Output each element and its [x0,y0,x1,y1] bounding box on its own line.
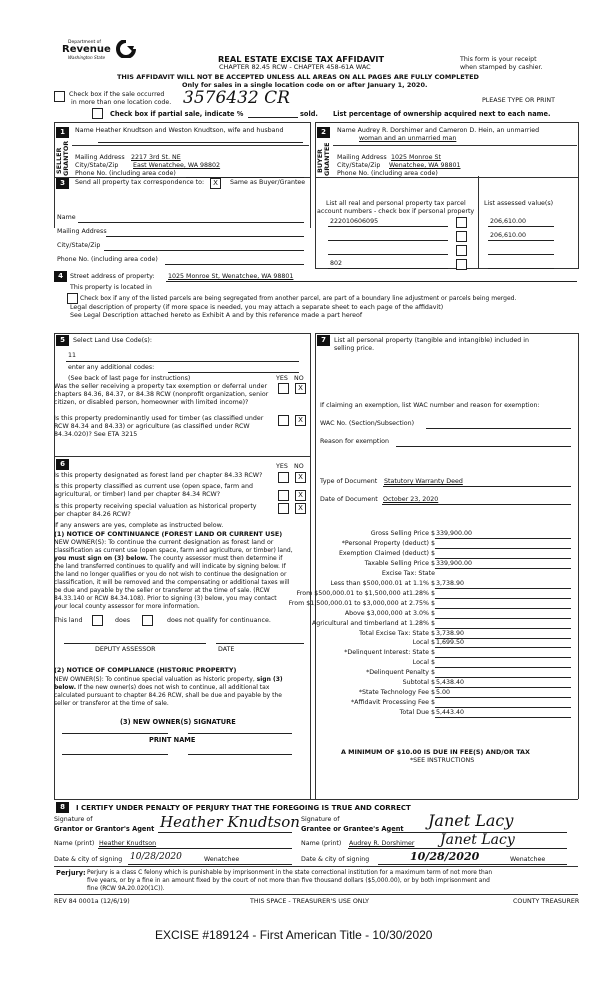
perjury-line-3: fine (RCW 9A.20.020(1C)). [87,886,165,892]
parcel-number[interactable]: 802 [330,260,343,267]
s3-phone-field[interactable] [165,264,304,265]
land-use-code[interactable]: 11 [68,352,77,359]
print-name-line-2[interactable] [188,754,292,755]
doc-type-value[interactable]: Statutory Warranty Deed [384,478,463,485]
assessed-value-line [488,254,554,255]
tax-line-field [435,677,571,678]
buyer-name-label [337,127,539,135]
tax-line-label: Above $3,000,000 at 3.0% $ [344,610,435,617]
partial-sale-percent-field[interactable] [248,117,298,118]
tax-line-label: Subtotal $ [402,679,435,686]
receipt-note-2: when stamped by cashier. [460,64,543,71]
tax-line-label: From $500,000.01 to $1,500,000 at1.28% $ [296,590,435,597]
logo-state: Washington State [68,55,106,60]
assessed-value-line [488,268,554,269]
s3-phone-label: Phone No. (including area code) [57,256,158,263]
s3-name-label: Name [57,214,76,221]
grantee-sig-label-2: Grantee or Grantee's Agent [301,825,404,833]
s6-q2-line1: Is this property classified as current use (open space, farm and [54,483,253,490]
grantor-city-value[interactable]: Wenatchee [204,856,240,863]
personal-property-checkbox[interactable] [456,245,467,256]
parcel-number-line [328,226,448,227]
county-treasurer: COUNTY TREASURER [513,898,580,905]
s3-city-label: City/State/Zip [57,242,101,249]
same-as-buyer-label: Same as Buyer/Grantee [230,179,306,186]
s5-q1-line3: citizen, or disabled person, homeowner with limited income)? [54,399,249,406]
grantor-date-label: Date & city of signing [54,856,123,863]
tax-line-field [435,598,571,599]
s5-q1-line1: Was the seller receiving a property tax exemption or deferral under [54,383,268,390]
form-chapter: CHAPTER 82.45 RCW - CHAPTER 458-61A WAC [219,63,371,71]
seller-city-value[interactable]: East Wenatchee, WA 98802 [133,162,221,169]
s6-q1: Is this property designated as forest land per chapter 84.33 RCW? [54,472,263,479]
grantee-name-signature: Janet Lacy [440,832,515,848]
certify-statement: I CERTIFY UNDER PENALTY OF PERJURY THAT THE FOREGOING IS TRUE AND CORRECT [76,804,411,812]
s6-q3-line2: per chapter 84.26 RCW? [54,511,131,518]
seller-grantor-label: SELLER GRANTOR [55,140,70,176]
assessed-value-line [488,240,554,241]
personal-property-checkbox[interactable] [456,231,467,242]
doc-type-line [383,486,571,487]
s6-if-yes: If any answers are yes, complete as instructed below. [54,522,224,529]
additional-codes-label: enter any additional codes: [68,364,155,371]
grantee-date-label: Date & city of signing [301,856,370,863]
s6-q2-yes-checkbox[interactable] [278,490,289,501]
notice2-line1-bold: sign (3) [256,676,283,683]
notice1-line1: NEW OWNER(S): To continue the current designation as forest land or [54,539,274,546]
section-7-number: 7 [317,335,330,346]
s6-q1-no-checkbox[interactable]: X [295,472,306,483]
tax-line-value[interactable]: 3,738.90 [436,630,465,637]
tax-line-label: Total Due $ [399,709,435,716]
section-4-number: 4 [54,271,67,282]
see-instructions: *SEE INSTRUCTIONS [410,757,475,764]
logo-dept: Department of [68,40,101,45]
s6-q2-line2: agricultural, or timber) land per chapter 84.34 RCW? [54,491,221,498]
minimum-due-note: A MINIMUM OF $10.00 IS DUE IN FEE(S) AND/OR TAX [341,748,530,756]
tax-line-label: Gross Selling Price $ [370,530,435,537]
tax-line-value[interactable]: 339,900.00 [436,530,473,537]
sold-label: sold. [300,110,318,118]
section-6-number: 6 [56,459,69,470]
form-title: REAL ESTATE EXCISE TAX AFFIDAVIT [218,54,385,64]
tax-line-field [435,697,571,698]
tax-line-label: Exemption Claimed (deduct) $ [338,550,435,557]
buyer-mailing-label: Mailing Address [337,154,387,161]
s5-q2-line1: Is this property predominantly used for timber (as classified under [54,415,264,422]
assessor-date-label: DATE [218,646,235,653]
multi-location-checkbox[interactable] [54,91,65,102]
doc-date-line [382,504,571,505]
s3-name-field[interactable] [78,222,304,223]
perjury-box-border [54,866,578,867]
buyer-name-value[interactable]: Audrey R. Dorshimer and Cameron D. Hein, an unmarried [357,127,540,134]
land-use-label: Select Land Use Code(s): [73,337,152,344]
land-does-not-checkbox[interactable] [142,615,153,626]
tax-line-field [435,588,571,589]
assessed-value[interactable]: 206,610.00 [490,218,527,225]
s6-yes-header: YES [276,463,288,470]
logo-revenue: Revenue [62,44,111,55]
tax-line-value[interactable]: 5.00 [436,689,451,696]
notice-continuance-title: (1) NOTICE OF CONTINUANCE (FOREST LAND OR CURRENT USE) [54,530,283,538]
notice1-line4: the land transferred continues to qualify and will indicate by signing below. If [54,563,286,570]
section-8-number: 8 [56,802,69,813]
multi-location-label-2: in more than one location code. [71,99,172,106]
s5-q2-line3: 84.34.020)? See ETA 3215 [54,431,138,438]
section-3-number: 3 [56,178,69,189]
exemption-label: If claiming an exemption, list WAC number and reason for exemption: [320,402,540,409]
grantee-name-label: Name (print) [301,840,342,847]
grantee-signature[interactable]: Janet Lacy [428,811,514,830]
s5-q1-no-checkbox[interactable]: X [295,383,306,394]
tax-line-value[interactable]: 339,900.00 [436,560,473,567]
notice-compliance-title: (2) NOTICE OF COMPLIANCE (HISTORIC PROPERTY) [54,666,237,674]
buyer-city-value[interactable]: Wenatchee, WA 98801 [389,162,461,169]
this-land-label: This land [54,617,83,624]
partial-sale-checkbox[interactable] [92,108,103,119]
tax-line-field [435,628,571,629]
tax-line-label: Local $ [412,639,435,646]
excise-stamp: EXCISE #189124 - First American Title - 10/30/2020 [155,928,433,942]
personal-property-checkbox[interactable] [456,259,467,270]
seller-mailing-address[interactable]: 2217 3rd St. NE [131,154,181,161]
see-back-note: (See back of last page for instructions) [68,375,191,382]
s5-q1-yes-checkbox[interactable] [278,383,289,394]
tax-line-label: Taxable Selling Price $ [364,560,435,567]
parcel-number-line [328,240,448,241]
form-revision: REV 84 0001a (12/6/19) [54,898,130,905]
s6-q1-yes-checkbox[interactable] [278,472,289,483]
seller-name-line-2 [98,142,303,143]
reason-field[interactable] [396,446,571,447]
tax-line-field [435,558,571,559]
seller-name-label-text: Name [75,127,94,134]
tax-line-field [435,707,571,708]
notice1-line7: be due and payable by the seller or transferor at the time of sale. (RCW [54,587,270,594]
s6-q3-yes-checkbox[interactable] [278,503,289,514]
land-does-checkbox[interactable] [92,615,103,626]
grantor-sig-label-1: Signature of [54,816,93,823]
notice2-line4: seller or transferor at the time of sale. [54,700,169,707]
additional-codes-field[interactable] [168,372,299,373]
assessed-value[interactable]: 206,610.00 [490,232,527,239]
does-label: does [115,617,131,624]
please-type: PLEASE TYPE OR PRINT [482,97,555,104]
same-as-buyer-checkbox[interactable]: X [210,178,221,189]
notice2-line3: calculated pursuant to chapter 84.26 RCW, shall be due and payable by the [54,692,282,699]
tax-line-label: Total Excise Tax: State $ [359,630,435,637]
land-use-line [66,361,299,362]
notice1-line6: classification, it will be removed and the compensating or additional taxes will [54,579,290,586]
treasurer-space: THIS SPACE - TREASURER'S USE ONLY [250,898,370,905]
seller-divider [72,145,309,146]
tax-line-label: Excise Tax: State [381,570,435,577]
deputy-assessor-line[interactable] [64,643,206,644]
parcel-header-2: account numbers - check box if personal property [317,208,475,215]
tax-line-field [435,568,571,569]
footer-border [54,894,578,895]
grantor-name-line [98,848,292,849]
grantor-name-value[interactable]: Heather Knudtson [99,840,157,847]
deputy-assessor-label: DEPUTY ASSESSOR [95,646,156,653]
buyer-name-value-line2[interactable]: woman and an unmarried man [359,135,457,142]
tax-line-label: Agricultural and timberland at 1.28% $ [311,620,435,627]
notice2-line2-bold: below. [54,684,76,691]
notice2-line1 [54,676,283,684]
doc-date-value[interactable]: October 23, 2020 [383,496,439,503]
receipt-note-1: This form is your receipt [460,56,537,63]
new-owner-signature-line-1[interactable] [62,733,168,734]
tax-line-label: Local $ [412,659,435,666]
print-name-line-1[interactable] [62,754,168,755]
grantee-date-line [378,864,567,865]
personal-property-label-2: selling price. [334,345,375,352]
location-code-handwritten: 3576432 CR [183,88,290,108]
tax-line-value[interactable]: 3,738.90 [436,580,465,587]
assessed-header: List assessed value(s) [484,200,554,207]
grantor-signature[interactable]: Heather Knudtson [160,813,300,831]
assessor-date-line[interactable] [216,643,304,644]
tax-line-field [435,687,571,688]
section-2-number: 2 [317,127,330,138]
s5-no-header: NO [294,375,304,382]
notice2-line1-text: NEW OWNER(S): To continue special valuation as historic property, [54,676,255,683]
seller-mailing-label: Mailing Address [75,154,125,161]
s6-q2-no-checkbox[interactable]: X [295,490,306,501]
tax-line-field [435,657,571,658]
legal-description-label: Legal description of property (if more space is needed, you may attach a separate sheet to each page of the affidavit) [70,304,444,311]
seller-name-value[interactable]: Heather Knudtson and Weston Knudtson, wife and husband [95,127,284,134]
section-6-divider [54,456,310,457]
section-8-top-border [54,799,578,800]
buyer-name-label-text: Name [337,127,356,134]
grantor-name-label: Name (print) [54,840,95,847]
tax-line-field [435,608,571,609]
new-owner-signature-title: (3) NEW OWNER(S) SIGNATURE [120,718,236,726]
grantee-date-value[interactable]: 10/28/2020 [410,850,480,863]
perjury-line-1: Perjury is a class C felony which is punishable by imprisonment in the state correctional institution for a maximum term of not more than [87,870,493,876]
s6-q3-no-checkbox[interactable]: X [295,503,306,514]
parcel-divider [478,176,479,268]
notice1-line9: your local county assessor for more information. [54,603,200,610]
assessed-value-line [488,226,554,227]
notice1-line5: the land no longer qualifies or you do not wish to continue the designation or [54,571,287,578]
notice1-line3-bold: you must sign on (3) below. [54,555,148,562]
segregated-checkbox[interactable] [67,293,78,304]
tax-line-label: *Delinquent Penalty $ [366,669,435,676]
tax-line-field [435,667,571,668]
s6-q3-line1: Is this property receiving special valuation as historical property [54,503,257,510]
tax-line-label: *Delinquent Interest: State $ [344,649,435,656]
parcel-header-1: List all real and personal property tax parcel [326,200,466,207]
seller-city-label: City/State/Zip [75,162,119,169]
buyer-city-label: City/State/Zip [337,162,381,169]
notice2-line2-rest: If the new owner(s) does not wish to continue, all additional tax [75,684,270,691]
dor-swirl-icon [116,40,136,58]
partial-sale-label: Check box if partial sale, indicate % [110,110,244,118]
wac-label: WAC No. (Section/Subsection) [320,420,415,427]
s3-city-field[interactable] [104,250,304,251]
s6-no-header: NO [294,463,304,470]
tax-line-label: *State Technology Fee $ [358,689,435,696]
send-correspondence-label: Send all property tax correspondence to: [75,179,205,186]
tax-line-label: Less than $500,000.01 at 1.1% $ [330,580,435,587]
tax-line-field [435,717,571,718]
buyer-grantee-label: BUYER GRANTEE [316,142,331,176]
reason-label: Reason for exemption [320,438,389,445]
notice2-line2 [54,684,269,692]
segregated-label: Check box if any of the listed parcels are being segregated from another parcel, are part of a boundary line adjustment or parcels being merged. [80,295,517,302]
doc-type-label: Type of Document [320,478,378,485]
grantee-name-value[interactable]: Audrey R. Dorshimer [349,840,415,847]
s5-q2-no-checkbox[interactable]: X [295,415,306,426]
parcel-number-line [328,254,448,255]
personal-property-label-1: List all personal property (tangible and intangible) included in [334,337,529,344]
parcel-number-line [328,268,448,269]
ownership-note: List percentage of ownership acquired next to each name. [333,110,551,118]
grantor-date-line [128,864,292,865]
tax-line-field [435,618,571,619]
s5-q2-line2: RCW 84.34 and 84.33) or agriculture (as classified under RCW [54,423,250,430]
print-name-label: PRINT NAME [149,736,196,744]
personal-property-checkbox[interactable] [456,217,467,228]
tax-line-field [435,538,571,539]
s3-mailing-field[interactable] [106,236,304,237]
grantee-city-value[interactable]: Wenatchee [510,856,546,863]
buyer-phone-label: Phone No. (including area code) [337,170,438,177]
tax-line-field [435,647,571,648]
wac-field[interactable] [426,428,571,429]
doc-date-label: Date of Document [320,496,378,503]
street-address-line [166,281,577,282]
tax-line-label: *Affidavit Processing Fee $ [350,699,435,706]
tax-line-label: *Personal Property (deduct) $ [341,540,435,547]
located-in-label: This property is located in [70,284,152,291]
perjury-label: Perjury: [56,869,86,877]
single-location-note: Only for sales in a single location code on or after January 1, 2020. [182,81,428,89]
grantee-sig-label-1: Signature of [301,816,340,823]
notice1-line3-rest: The county assessor must then determine if [147,555,283,562]
notice1-line3 [54,555,282,563]
grantor-date-value[interactable]: 10/28/2020 [130,852,182,862]
perjury-line-2: five years, or by a fine in an amount fixed by the court of not more than five thousand dollars ($5,000.00), or by both imprisonment and [87,878,490,884]
grantee-name-line [348,848,567,849]
warning-text: THIS AFFIDAVIT WILL NOT BE ACCEPTED UNLESS ALL AREAS ON ALL PAGES ARE FULLY COMPLETED [117,73,479,81]
does-not-label: does not qualify for continuance. [167,617,271,624]
section-5-number: 5 [56,335,69,346]
tax-line-value[interactable]: 5,438.40 [436,679,465,686]
notice1-line8: 84.33.140 or RCW 84.34.108). Prior to signing (3) below, you may contact [54,595,277,602]
street-address-label: Street address of property: [70,273,155,280]
seller-phone-label: Phone No. (including area code) [75,170,176,177]
seller-name-label [75,127,284,135]
multi-location-label-1: Check box if the sale occurred [69,91,165,98]
new-owner-signature-line-2[interactable] [188,733,292,734]
dor-logo [62,40,134,62]
parcel-number[interactable]: 222010606095 [330,218,379,225]
buyer-mailing-address[interactable]: 1025 Monroe St [391,154,441,161]
grantor-sig-label-2: Grantor or Grantor's Agent [54,825,155,833]
grantor-sig-line [158,832,292,833]
legal-description-text[interactable]: See Legal Description attached hereto as Exhibit A and by this reference made a part hereof [70,312,363,319]
buyer-divider [333,145,577,146]
tax-line-value[interactable]: 1,699.50 [436,639,465,646]
s3-mailing-label: Mailing Address [57,228,107,235]
tax-line-label: From $1,500,000.01 to $3,000,000 at 2.75% $ [288,600,435,607]
s5-q1-line2: chapters 84.36, 84.37, or 84.38 RCW (nonprofit organization, senior [54,391,269,398]
tax-line-field [435,548,571,549]
s5-yes-header: YES [276,375,288,382]
street-address-value[interactable]: 1025 Monroe St, Wenatchee, WA 98801 [168,273,294,280]
section-1-number: 1 [56,127,69,138]
tax-line-value[interactable]: 5,443.40 [436,709,465,716]
notice1-line2: classification as current use (open space, farm and agriculture, or timber) land, [54,547,293,554]
s5-q2-yes-checkbox[interactable] [278,415,289,426]
